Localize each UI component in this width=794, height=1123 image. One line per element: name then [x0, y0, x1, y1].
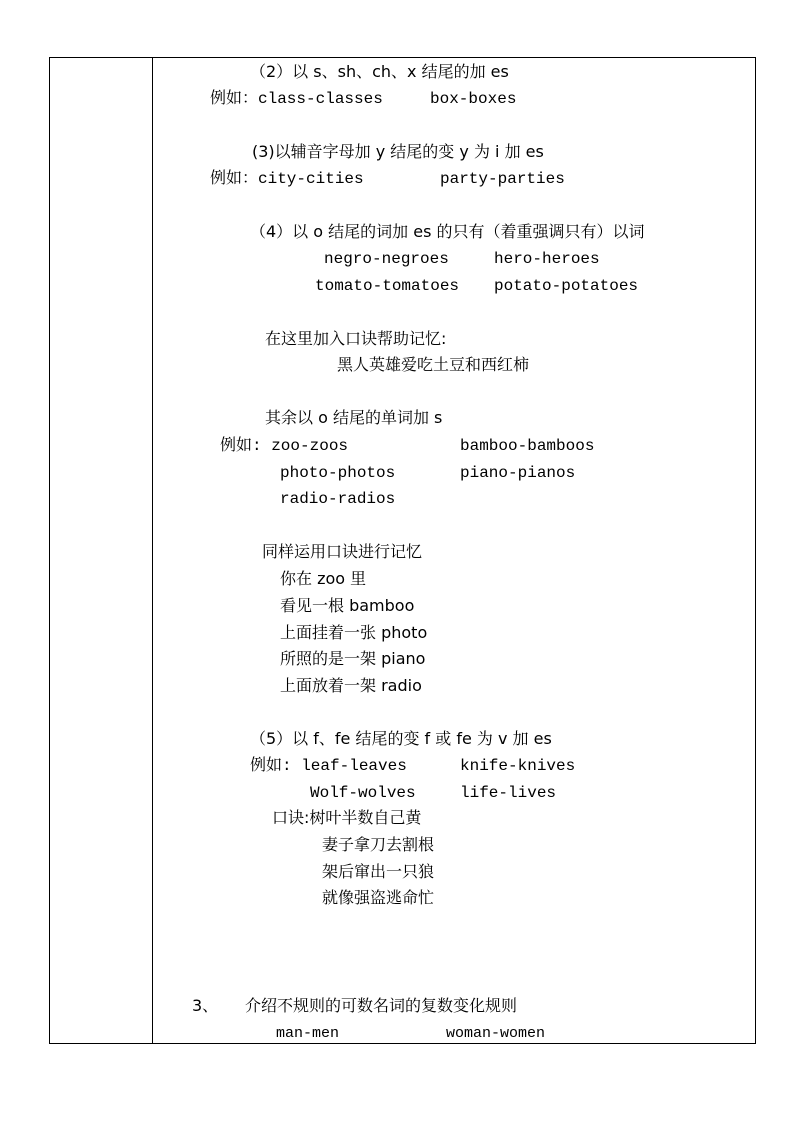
mnemonic-1: 黑人英雄爱吃土豆和西红柿	[337, 355, 530, 374]
mnemonic-intro: 在这里加入口诀帮助记忆:	[265, 329, 447, 348]
section-3-number: 3、	[192, 996, 219, 1015]
mnemonic-2-line-2: 看见一根 bamboo	[280, 596, 415, 615]
rule-5-example-3: Wolf-wolves	[310, 784, 416, 802]
rule-4-heading: （4）以 o 结尾的词加 es 的只有（着重强调只有）以词	[250, 222, 645, 241]
rule-5-heading: （5）以 f、fe 结尾的变 f 或 fe 为 v 加 es	[250, 729, 552, 748]
mnemonic-3-line-3: 架后窜出一只狼	[322, 862, 435, 881]
rule-3-example-1: 例如：city-cities	[210, 170, 364, 188]
rule-2-example-2: box-boxes	[430, 90, 517, 108]
mnemonic-3-line-2: 妻子拿刀去割根	[322, 835, 435, 854]
rule-5-example-1: 例如: leaf-leaves	[250, 757, 407, 775]
rule-4-example-2: hero-heroes	[494, 250, 600, 268]
rule-4-other-example-4: piano-pianos	[460, 464, 576, 482]
mnemonic-3-line-1: 口诀:树叶半数自己黄	[272, 808, 422, 827]
rule-4-example-3: tomato-tomatoes	[315, 277, 460, 295]
section-3-heading: 介绍不规则的可数名词的复数变化规则	[245, 996, 518, 1015]
rule-2-heading: （2）以 s、sh、ch、x 结尾的加 es	[250, 62, 509, 81]
rule-4-other-example-1: 例如: zoo-zoos	[220, 437, 349, 455]
mnemonic-2-line-4: 所照的是一架 piano	[280, 649, 426, 668]
column-divider	[152, 58, 153, 1043]
mnemonic-2-line-1: 你在 zoo 里	[280, 569, 367, 588]
rule-4-other-example-3: photo-photos	[280, 464, 396, 482]
mnemonic-2-intro: 同样运用口诀进行记忆	[262, 542, 423, 561]
irregular-example-1: man-men	[276, 1025, 340, 1042]
rule-4-other-example-2: bamboo-bamboos	[460, 437, 595, 455]
rule-2-example-1: 例如：class-classes	[210, 90, 383, 108]
rule-5-example-2: knife-knives	[460, 757, 576, 775]
mnemonic-2-line-5: 上面放着一架 radio	[280, 676, 422, 695]
mnemonic-2-line-3: 上面挂着一张 photo	[280, 623, 428, 642]
rule-3-example-2: party-parties	[440, 170, 565, 188]
mnemonic-3-line-4: 就像强盗逃命忙	[322, 888, 435, 907]
rule-4-example-1: negro-negroes	[324, 250, 449, 268]
irregular-example-2: woman-women	[446, 1025, 546, 1042]
rule-5-example-4: life-lives	[460, 784, 557, 802]
rule-4-example-4: potato-potatoes	[494, 277, 639, 295]
rule-4-other: 其余以 o 结尾的单词加 s	[265, 408, 443, 427]
rule-4-other-example-5: radio-radios	[280, 490, 396, 508]
rule-3-heading: (3)以辅音字母加 y 结尾的变 y 为 i 加 es	[252, 142, 544, 161]
